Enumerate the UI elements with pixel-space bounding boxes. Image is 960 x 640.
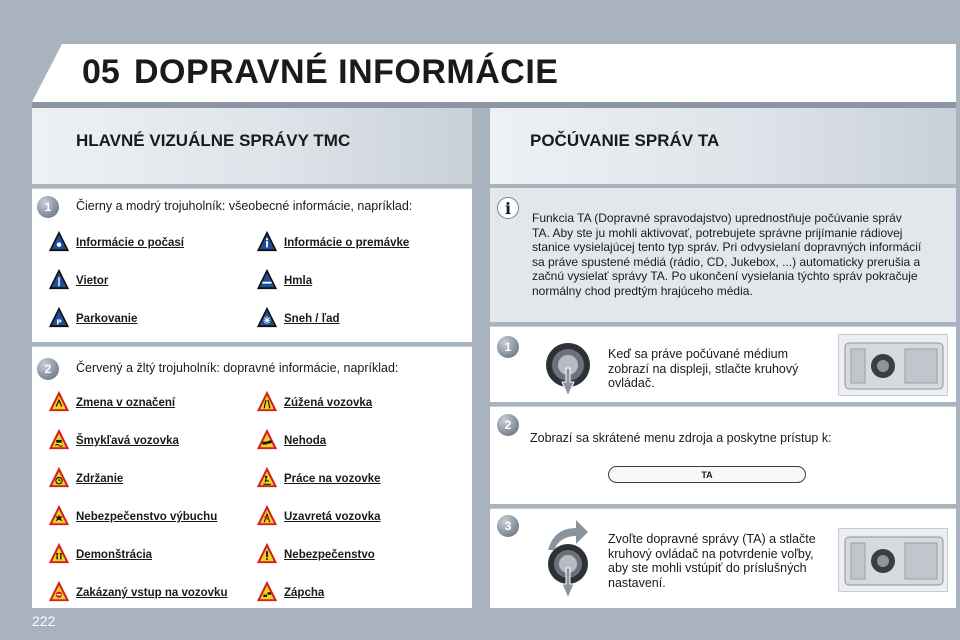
- weather-sign-icon: [48, 230, 70, 252]
- traffic-jam-sign-icon: [256, 580, 278, 602]
- fog-sign-icon: [256, 268, 278, 290]
- roadworks-sign-icon: [256, 466, 278, 488]
- sign-label: Práce na vozovke: [284, 473, 381, 485]
- radio-panel-image: [838, 334, 948, 396]
- sign-label: Hmla: [284, 275, 313, 287]
- sign-label: Nebezpečenstvo: [284, 549, 375, 561]
- sign-label: Vietor: [76, 275, 109, 287]
- demonstration-sign-icon: [48, 542, 70, 564]
- sign-label: Demonštrácia: [76, 549, 153, 561]
- parking-sign-icon: [48, 306, 70, 328]
- radio-unit-icon: [839, 335, 949, 397]
- section-title-tmc: HLAVNÉ VIZUÁLNE SPRÁVY TMC: [76, 131, 351, 150]
- step-badge-3: 3: [497, 515, 519, 537]
- slippery-road-sign-icon: [48, 428, 70, 450]
- closed-road-sign-icon: [256, 504, 278, 526]
- ta-step-2-text: Zobrazí sa skrátené menu zdroja a poskytne prístup k:: [530, 431, 832, 445]
- ta-info-text: Funkcia TA (Dopravné spravodajstvo) uprednostňuje počúvanie správ TA. Aby ste ju mohli aktivovať, potrebujete správne prijímanie rádiovej stanice vysielajúcej tento typ správ. Pri odvysielaní dopravných informácií sa práve spustené médiá (rádio, CD, Jukebox, ...) automaticky prerušia a začnú vysielať správy TA. Po ukončení vysielania týchto správ pokračuje normálny chod predtým hrajúceho média.: [532, 211, 922, 298]
- ta-step-2-panel: [490, 406, 956, 504]
- step-badge-1: 1: [497, 336, 519, 358]
- rotary-knob-press-icon: [543, 540, 593, 600]
- general-info-intro: Čierny a modrý trojuholník: všeobecné informácie, napríklad:: [76, 199, 413, 213]
- sign-label: Informácie o počasí: [76, 237, 185, 249]
- step-badge-2: 2: [37, 358, 59, 380]
- ta-step-1-text: Keď sa práve počúvané médium zobrazí na displeji, stlačte kruhový ovládač.: [608, 347, 799, 390]
- radio-unit-icon: [839, 529, 949, 593]
- sign-label: Nehoda: [284, 435, 327, 447]
- wind-sign-icon: [48, 268, 70, 290]
- ta-menu-option[interactable]: TA: [608, 466, 806, 483]
- accident-sign-icon: [256, 428, 278, 450]
- svg-text:P: P: [56, 317, 62, 327]
- narrow-road-sign-icon: [256, 390, 278, 412]
- delay-sign-icon: [48, 466, 70, 488]
- section-title-ta: POČÚVANIE SPRÁV TA: [530, 131, 720, 150]
- explosion-danger-sign-icon: [48, 504, 70, 526]
- sign-label: Šmykľavá vozovka: [76, 435, 179, 447]
- sign-label: Zmena v označení: [76, 397, 176, 409]
- chapter-title: DOPRAVNÉ INFORMÁCIE: [134, 53, 559, 91]
- sign-label: Zdržanie: [76, 473, 124, 485]
- traffic-info-intro: Červený a žltý trojuholník: dopravné informácie, napríklad:: [76, 361, 399, 375]
- ta-step-3-text: Zvoľte dopravné správy (TA) a stlačte kruhový ovládač na potvrdenie voľby, aby ste mohli vstúpiť do príslušných nastavení.: [608, 532, 816, 590]
- snow-ice-sign-icon: [256, 306, 278, 328]
- radio-panel-image: [838, 528, 948, 592]
- step-badge-1: 1: [37, 196, 59, 218]
- danger-sign-icon: [256, 542, 278, 564]
- sign-label: Zápcha: [284, 587, 325, 599]
- sign-label: Zúžená vozovka: [284, 397, 373, 409]
- traffic-info-sign-icon: [256, 230, 278, 252]
- sign-label: Sneh / ľad: [284, 313, 340, 325]
- sign-label: Uzavretá vozovka: [284, 511, 381, 523]
- chapter-number: 05: [82, 53, 120, 91]
- sign-label: Informácie o premávke: [284, 237, 410, 249]
- signage-change-sign-icon: [48, 390, 70, 412]
- sign-label: Parkovanie: [76, 313, 138, 325]
- sign-label: Nebezpečenstvo výbuchu: [76, 511, 218, 523]
- step-badge-2: 2: [497, 414, 519, 436]
- rotary-knob-press-icon: [543, 338, 593, 398]
- header-corner: [32, 44, 62, 102]
- page-number: 222: [32, 613, 56, 629]
- no-entry-sign-icon: [48, 580, 70, 602]
- info-icon: i: [497, 197, 519, 219]
- sign-label: Zakázaný vstup na vozovku: [76, 587, 228, 599]
